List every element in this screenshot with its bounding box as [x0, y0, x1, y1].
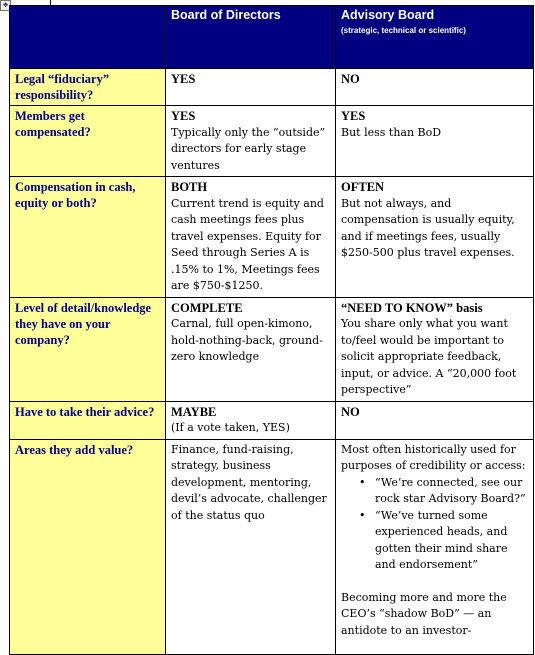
bod-cell [166, 401, 336, 439]
bod-text: Finance, fund-raising, strategy, business development, mentoring, devil’s advocate, challenger of the status quo [171, 442, 327, 522]
bod-cell [166, 297, 336, 401]
bod-heading: MAYBE [171, 404, 217, 419]
advisory-cell [336, 177, 534, 298]
advisory-cell [336, 106, 534, 177]
bod-cell [166, 177, 336, 298]
row-label: Have to take their advice? [10, 401, 166, 439]
bod-heading: YES [171, 72, 196, 86]
bod-cell [166, 106, 336, 177]
advisory-heading: “NEED TO KNOW” basis [341, 300, 483, 315]
advisory-cell [336, 401, 534, 439]
bod-cell [166, 439, 336, 654]
header-empty-cell [10, 6, 166, 69]
table-row [10, 297, 534, 401]
table-row [10, 177, 534, 298]
advisory-heading: OFTEN [341, 180, 385, 194]
bod-heading: BOTH [171, 180, 208, 194]
row-label: Areas they add value? [10, 439, 166, 654]
bod-heading: YES [171, 109, 196, 123]
header-advisory-title: Advisory Board [341, 8, 435, 22]
bod-text: Current trend is equity and cash meetings fees plus travel expenses. Equity for Seed through Series A is .15% to 1%, Meetings fees are $750-$1250. [171, 196, 324, 292]
advisory-text: But not always, and compensation is usually equity, and if meetings fees, usually $250-500 plus travel expenses. [341, 196, 515, 259]
header-bod-title: Board of Directors [171, 8, 281, 22]
advisory-cell [336, 439, 534, 654]
row-label: Level of detail/knowledge they have on your company? [10, 297, 166, 401]
advisory-heading: NO [341, 404, 360, 419]
table-row [10, 401, 534, 439]
bod-text: Carnal, full open-kimono, hold-nothing-back, ground-zero knowledge [171, 317, 323, 363]
advisory-heading: YES [341, 109, 366, 123]
advisory-bullet-list [341, 475, 528, 574]
header-bod-cell [166, 6, 336, 69]
list-item: • “We’ve turned some experienced heads, and gotten their mind share and endorsement” [375, 508, 528, 574]
advisory-text: Most often historically used for purposes of credibility or access: [341, 442, 526, 472]
table-row [10, 106, 534, 177]
row-label: Legal “fiduciary” responsibility? [10, 69, 166, 106]
table-move-handle-icon[interactable]: ✥ [0, 0, 11, 11]
list-item: • “We’re connected, see our rock star Advisory Board?” [375, 475, 528, 508]
header-advisory-cell [336, 6, 534, 69]
bod-cell [166, 69, 336, 106]
advisory-text: You share only what you want to/feel would be important to solicit appropriate feedback, input, or advice. A “20,000 foot perspective” [341, 317, 517, 396]
table-row [10, 69, 534, 106]
header-advisory-subtitle: (strategic, technical or scientific) [341, 26, 466, 35]
advisory-tail-text: Becoming more and more the CEO’s “shadow BoD” — an antidote to an investor- [341, 590, 507, 637]
advisory-cell [336, 297, 534, 401]
row-label: Members get compensated? [10, 106, 166, 177]
bod-heading: COMPLETE [171, 300, 243, 315]
advisory-heading: NO [341, 72, 360, 86]
table-header-row [10, 6, 534, 69]
advisory-cell [336, 69, 534, 106]
bod-text: (If a vote taken, YES) [171, 421, 290, 434]
row-label: Compensation in cash, equity or both? [10, 177, 166, 298]
table-row [10, 439, 534, 654]
bod-text: Typically only the “outside” directors for early stage ventures [171, 125, 326, 172]
advisory-text: But less than BoD [341, 125, 442, 139]
comparison-table [9, 5, 534, 655]
